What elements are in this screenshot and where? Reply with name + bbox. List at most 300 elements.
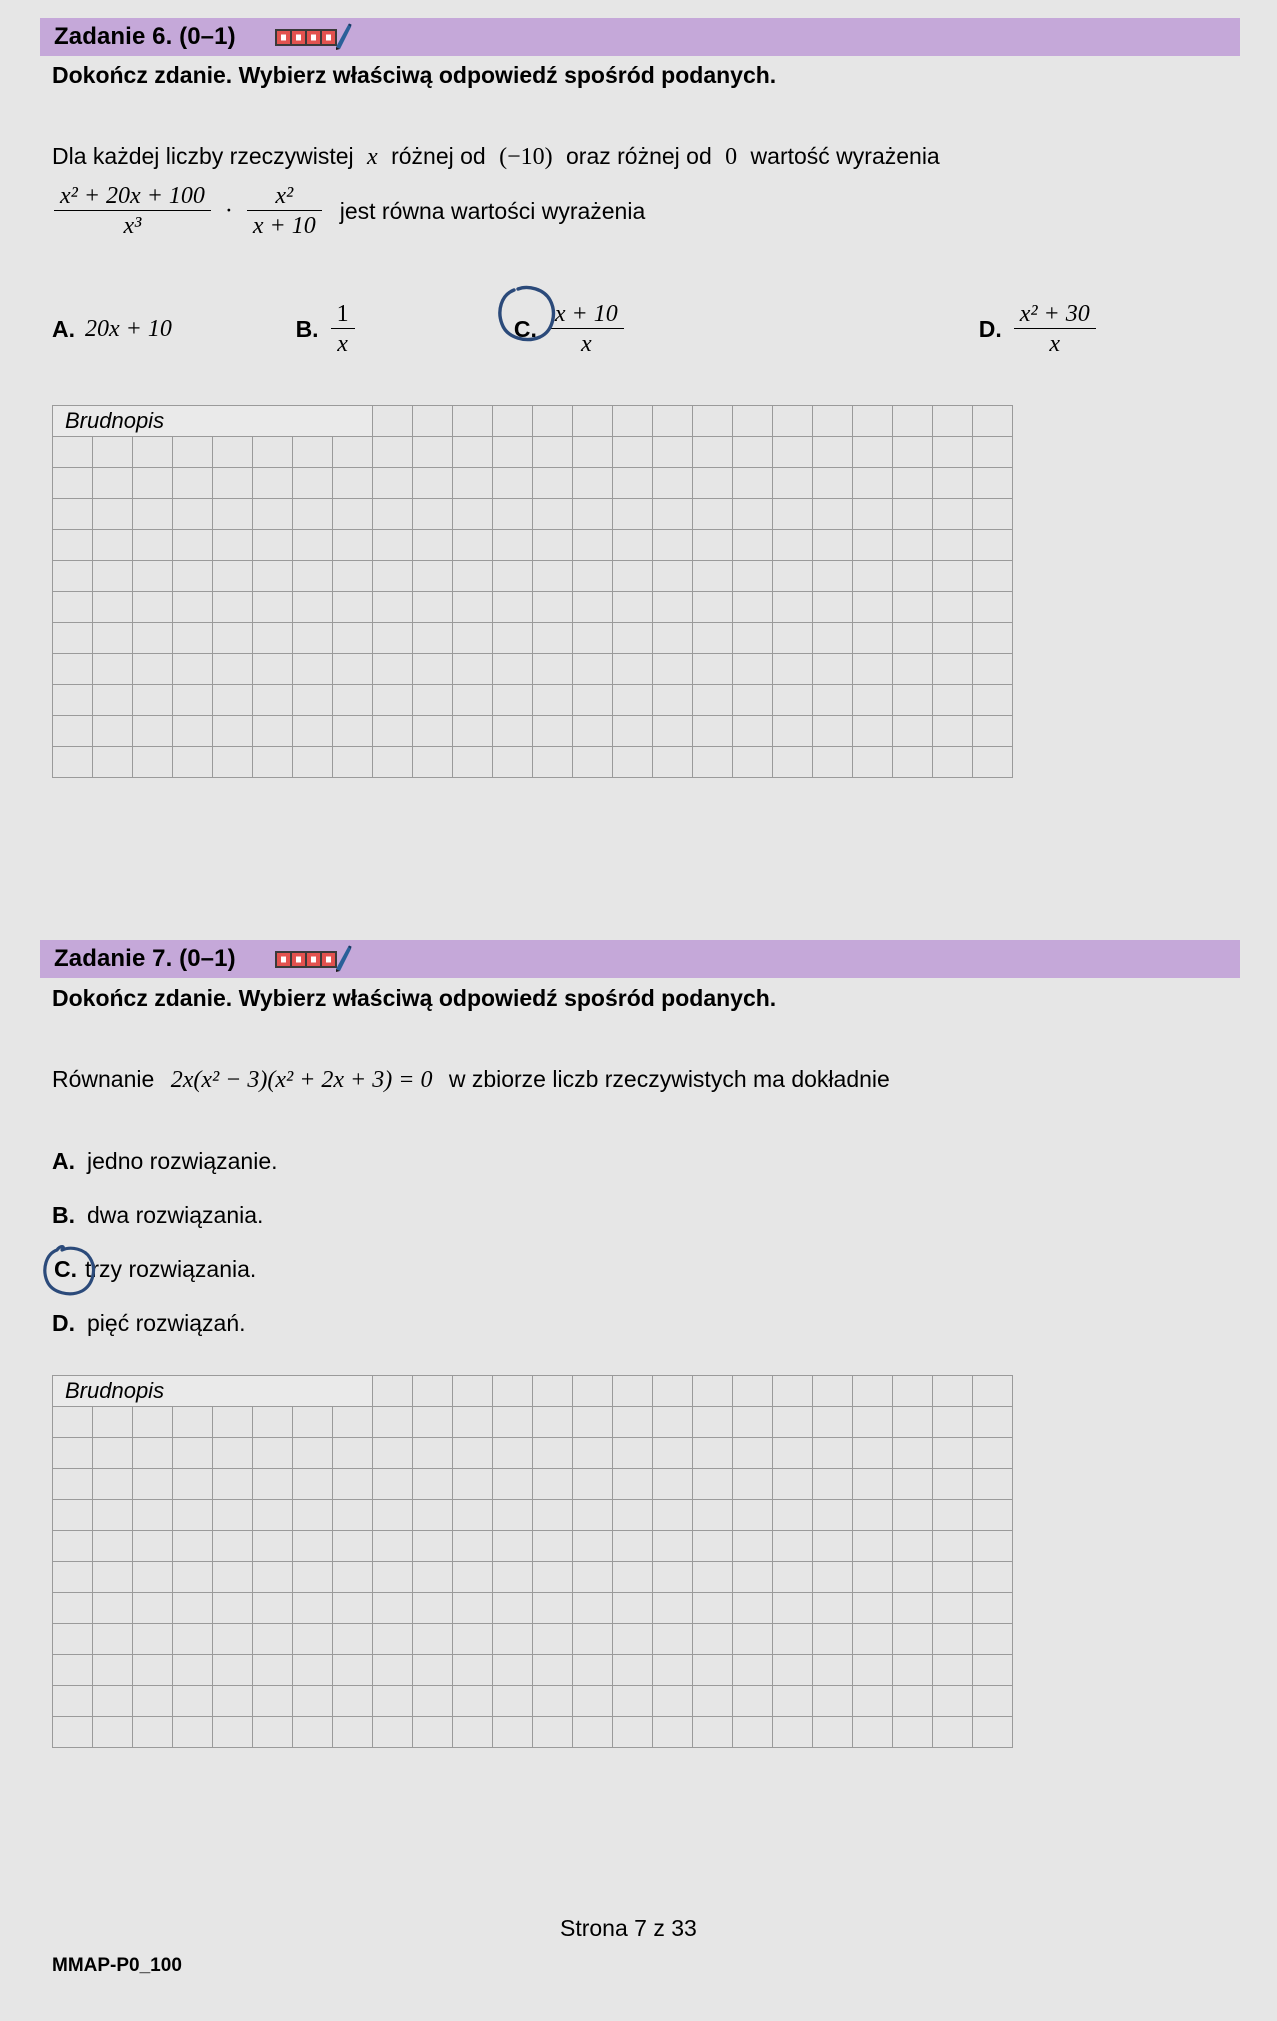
grid-row <box>53 1717 1013 1748</box>
grid-cell <box>53 685 93 716</box>
grid-cell <box>213 1593 253 1624</box>
grid-cell <box>933 1500 973 1531</box>
grid-cell <box>53 623 93 654</box>
grid-cell <box>333 499 373 530</box>
grid-cell <box>213 437 253 468</box>
grid-cell <box>293 561 333 592</box>
grid-cell <box>293 468 333 499</box>
task-6-fraction-2 <box>247 182 322 241</box>
grid-cell <box>493 1593 533 1624</box>
grid-cell <box>733 1438 773 1469</box>
grid-cell <box>853 1407 893 1438</box>
grid-cell <box>133 685 173 716</box>
grid-cell <box>733 499 773 530</box>
grid-cell <box>373 1469 413 1500</box>
grid-cell <box>253 685 293 716</box>
grid-cell <box>693 1686 733 1717</box>
grid-cell <box>613 530 653 561</box>
grid-cell <box>253 499 293 530</box>
grid-cell <box>333 468 373 499</box>
grid-cell <box>573 1407 613 1438</box>
grid-cell <box>693 468 733 499</box>
grid-cell <box>413 654 453 685</box>
grid-cell <box>293 623 333 654</box>
grid-cell <box>93 592 133 623</box>
grid-cell <box>813 592 853 623</box>
grid-cell <box>533 1469 573 1500</box>
grid-cell <box>93 685 133 716</box>
grid-cell <box>53 716 93 747</box>
grid-cell <box>453 1624 493 1655</box>
grid-cell <box>853 685 893 716</box>
grid-cell <box>213 716 253 747</box>
grid-cell <box>853 716 893 747</box>
task-6-multiplication-operator: · <box>224 198 233 225</box>
grid-cell <box>573 530 613 561</box>
grid-cell <box>93 1469 133 1500</box>
grid-cell <box>493 1531 533 1562</box>
grid-cell <box>653 499 693 530</box>
task-7-stem-prefix: Równanie <box>52 1066 155 1092</box>
grid-cell <box>173 1717 213 1748</box>
task-6-fraction-1-numerator: x² + 20x + 100 <box>60 183 205 209</box>
grid-cell <box>573 747 613 778</box>
grid-row <box>53 1376 1013 1407</box>
grid-cell <box>733 1655 773 1686</box>
grid-cell <box>533 1655 573 1686</box>
grid-cell <box>853 1469 893 1500</box>
grid-cell <box>373 1686 413 1717</box>
grid-cell <box>893 685 933 716</box>
grid-cell <box>893 1593 933 1624</box>
grid-cell <box>93 1438 133 1469</box>
grid-cell <box>773 685 813 716</box>
grid-cell <box>333 592 373 623</box>
grid-cell <box>693 1469 733 1500</box>
grid-cell <box>53 1469 93 1500</box>
grid-cell <box>253 1469 293 1500</box>
grid-cell <box>813 1593 853 1624</box>
grid-cell <box>613 1407 653 1438</box>
grid-cell <box>373 1593 413 1624</box>
grid-cell <box>893 654 933 685</box>
grid-cell <box>293 1500 333 1531</box>
grid-cell <box>493 530 533 561</box>
grid-cell <box>53 530 93 561</box>
grid-cell <box>573 499 613 530</box>
task-6-stem-line <box>52 142 940 172</box>
grid-cell <box>933 685 973 716</box>
grid-cell <box>613 437 653 468</box>
grid-cell <box>813 468 853 499</box>
grid-cell <box>253 1407 293 1438</box>
grid-cell <box>853 1655 893 1686</box>
grid-cell <box>253 437 293 468</box>
grid-cell <box>453 468 493 499</box>
grid-cell <box>813 623 853 654</box>
grid-cell <box>893 592 933 623</box>
grid-cell <box>853 437 893 468</box>
grid-cell <box>93 1407 133 1438</box>
grid-cell <box>653 1376 693 1407</box>
grid-cell <box>413 592 453 623</box>
grid-cell <box>853 406 893 437</box>
grid-cell <box>573 1655 613 1686</box>
grid-row <box>53 468 1013 499</box>
task-7-answer-c-letter: C. <box>54 1256 77 1282</box>
grid-cell <box>733 561 773 592</box>
grid-cell <box>373 654 413 685</box>
grid-cell <box>173 1407 213 1438</box>
grid-cell <box>93 1624 133 1655</box>
grid-cell <box>133 1562 173 1593</box>
task-6-instruction: Dokończ zdanie. Wybierz właściwą odpowiedź spośród podanych. <box>52 62 777 88</box>
grid-cell <box>493 1686 533 1717</box>
grid-cell <box>973 1593 1013 1624</box>
grid-cell <box>133 654 173 685</box>
grid-cell <box>253 747 293 778</box>
grid-cell <box>93 1686 133 1717</box>
grid-cell <box>453 561 493 592</box>
grid-cell <box>453 654 493 685</box>
grid-cell <box>133 716 173 747</box>
grid-cell <box>773 499 813 530</box>
grid-cell <box>533 1624 573 1655</box>
task-6-answer-d-numerator: x² + 30 <box>1019 301 1090 327</box>
grid-cell <box>933 499 973 530</box>
grid-cell <box>733 1624 773 1655</box>
grid-row <box>53 592 1013 623</box>
grid-cell <box>813 716 853 747</box>
grid-cell <box>293 1469 333 1500</box>
grid-cell <box>973 468 1013 499</box>
grid-cell <box>333 1593 373 1624</box>
task-6-stem-suffix: wartość wyrażenia <box>750 143 940 169</box>
grid-cell <box>93 654 133 685</box>
grid-cell <box>253 1562 293 1593</box>
grid-cell <box>893 716 933 747</box>
grid-cell <box>373 1717 413 1748</box>
grid-cell <box>533 1593 573 1624</box>
grid-cell <box>733 1469 773 1500</box>
grid-cell <box>333 1655 373 1686</box>
grid-cell <box>213 1686 253 1717</box>
grid-cell <box>453 685 493 716</box>
grid-cell <box>813 1624 853 1655</box>
grid-cell <box>93 1500 133 1531</box>
task-7-header-band <box>40 940 1240 978</box>
grid-cell <box>253 1655 293 1686</box>
task-6-brudnopis-grid <box>52 405 1013 778</box>
grid-cell <box>53 1407 93 1438</box>
grid-cell <box>533 1500 573 1531</box>
grid-cell <box>773 654 813 685</box>
grid-cell <box>893 530 933 561</box>
grid-cell <box>333 685 373 716</box>
grid-cell <box>813 1531 853 1562</box>
grid-cell <box>213 623 253 654</box>
grid-cell <box>933 716 973 747</box>
grid-cell <box>293 1717 333 1748</box>
task-6-fraction-2-numerator: x² <box>275 183 294 209</box>
grid-cell <box>413 1469 453 1500</box>
grid-cell <box>653 437 693 468</box>
grid-cell <box>413 406 453 437</box>
grid-row <box>53 654 1013 685</box>
grid-cell <box>453 1655 493 1686</box>
grid-cell <box>893 561 933 592</box>
grid-row <box>53 1655 1013 1686</box>
task-6-answer-d[interactable] <box>979 300 1232 359</box>
grid-cell <box>533 654 573 685</box>
grid-cell <box>773 1717 813 1748</box>
brudnopis-label: Brudnopis <box>53 406 373 437</box>
grid-cell <box>773 437 813 468</box>
grid-cell <box>133 1407 173 1438</box>
grid-cell <box>693 1407 733 1438</box>
grid-cell <box>333 716 373 747</box>
grid-cell <box>653 654 693 685</box>
grid-cell <box>453 592 493 623</box>
grid-cell <box>293 747 333 778</box>
task-7-answer-b[interactable] <box>52 1202 263 1229</box>
grid-cell <box>253 592 293 623</box>
task-6-stem-prefix: Dla każdej liczby rzeczywistej <box>52 143 354 169</box>
grid-cell <box>293 716 333 747</box>
grid-cell <box>173 1562 213 1593</box>
grid-cell <box>613 654 653 685</box>
grid-cell <box>373 499 413 530</box>
grid-cell <box>533 1562 573 1593</box>
grid-cell <box>973 1500 1013 1531</box>
grid-cell <box>293 685 333 716</box>
grid-cell <box>333 1407 373 1438</box>
grid-cell <box>253 1438 293 1469</box>
grid-cell <box>533 685 573 716</box>
grid-cell <box>413 1376 453 1407</box>
grid-cell <box>293 437 333 468</box>
grid-cell <box>493 1562 533 1593</box>
task-7-answer-d[interactable] <box>52 1310 246 1337</box>
task-6-stem-variable: x <box>367 144 378 170</box>
grid-cell <box>853 530 893 561</box>
grid-cell <box>373 468 413 499</box>
task-6-answer-b-letter: B. <box>295 315 319 342</box>
grid-cell <box>413 530 453 561</box>
grid-cell <box>493 716 533 747</box>
grid-cell <box>853 1624 893 1655</box>
grid-cell <box>653 1469 693 1500</box>
task-6-answer-a[interactable] <box>52 316 296 343</box>
grid-cell <box>173 654 213 685</box>
grid-cell <box>493 1469 533 1500</box>
grid-cell <box>613 1531 653 1562</box>
grid-cell <box>813 747 853 778</box>
grid-cell <box>893 623 933 654</box>
grid-cell <box>413 1717 453 1748</box>
grid-cell <box>613 716 653 747</box>
grid-cell <box>173 623 213 654</box>
grid-cell <box>533 1376 573 1407</box>
task-6-stem-mid1: różnej od <box>391 143 486 169</box>
grid-cell <box>373 623 413 654</box>
grid-cell <box>573 1531 613 1562</box>
grid-row <box>53 716 1013 747</box>
grid-cell <box>253 468 293 499</box>
grid-cell <box>533 406 573 437</box>
grid-cell <box>53 592 93 623</box>
grid-cell <box>253 623 293 654</box>
grid-cell <box>973 561 1013 592</box>
grid-cell <box>53 437 93 468</box>
grid-cell <box>573 716 613 747</box>
grid-cell <box>693 1717 733 1748</box>
grid-cell <box>573 1593 613 1624</box>
grid-cell <box>133 1500 173 1531</box>
grid-row <box>53 1562 1013 1593</box>
grid-cell <box>413 623 453 654</box>
grid-cell <box>533 561 573 592</box>
grid-cell <box>253 1717 293 1748</box>
grid-cell <box>693 406 733 437</box>
grid-cell <box>973 1438 1013 1469</box>
grid-cell <box>653 561 693 592</box>
grid-cell <box>613 1686 653 1717</box>
grid-cell <box>693 747 733 778</box>
task-6-brudnopis[interactable] <box>52 405 1013 778</box>
grid-cell <box>653 406 693 437</box>
grid-cell <box>133 1469 173 1500</box>
grid-cell <box>573 1624 613 1655</box>
grid-cell <box>653 1438 693 1469</box>
grid-cell <box>853 499 893 530</box>
grid-cell <box>413 1593 453 1624</box>
task-6-answer-d-denominator: x <box>1014 328 1096 358</box>
grid-cell <box>133 592 173 623</box>
grid-cell <box>213 1655 253 1686</box>
grid-cell <box>413 716 453 747</box>
grid-cell <box>453 1717 493 1748</box>
grid-cell <box>853 592 893 623</box>
grid-cell <box>93 1717 133 1748</box>
grid-cell <box>933 530 973 561</box>
task-7-answer-a[interactable] <box>52 1148 278 1175</box>
grid-cell <box>733 1717 773 1748</box>
grid-cell <box>653 747 693 778</box>
grid-cell <box>693 1376 733 1407</box>
grid-cell <box>53 561 93 592</box>
task-7-answer-c[interactable] <box>52 1256 256 1283</box>
grid-cell <box>133 561 173 592</box>
grid-cell <box>533 1717 573 1748</box>
grid-cell <box>973 1407 1013 1438</box>
grid-cell <box>293 1624 333 1655</box>
grid-cell <box>333 654 373 685</box>
grid-cell <box>53 1624 93 1655</box>
task-7-stem-suffix: w zbiorze liczb rzeczywistych ma dokładnie <box>448 1066 890 1092</box>
grid-cell <box>613 1624 653 1655</box>
grid-cell <box>813 1655 853 1686</box>
grid-cell <box>773 747 813 778</box>
grid-cell <box>733 685 773 716</box>
grid-cell <box>733 530 773 561</box>
grid-cell <box>573 437 613 468</box>
grid-row <box>53 1531 1013 1562</box>
grid-cell <box>333 623 373 654</box>
grid-cell <box>653 1593 693 1624</box>
grid-cell <box>693 1500 733 1531</box>
grid-cell <box>213 1469 253 1500</box>
grid-cell <box>53 747 93 778</box>
grid-cell <box>853 1500 893 1531</box>
grid-cell <box>413 685 453 716</box>
grid-cell <box>213 1562 253 1593</box>
grid-cell <box>213 1407 253 1438</box>
grid-cell <box>733 1407 773 1438</box>
grid-cell <box>653 1655 693 1686</box>
grid-cell <box>893 1438 933 1469</box>
grid-cell <box>93 716 133 747</box>
grid-cell <box>893 499 933 530</box>
grid-cell <box>93 1562 133 1593</box>
grid-cell <box>933 1562 973 1593</box>
task-6-answer-c[interactable] <box>510 300 783 359</box>
task-6-heading: Zadanie 6. (0–1) <box>54 23 236 50</box>
grid-row <box>53 1593 1013 1624</box>
grid-cell <box>773 468 813 499</box>
task-6-answer-a-letter: A. <box>52 315 75 342</box>
grid-cell <box>173 437 213 468</box>
grid-cell <box>813 654 853 685</box>
grid-cell <box>653 1500 693 1531</box>
grid-cell <box>733 1376 773 1407</box>
grid-cell <box>293 499 333 530</box>
task-7-stem-line <box>52 1065 890 1095</box>
grid-cell <box>773 1438 813 1469</box>
grid-cell <box>693 623 733 654</box>
grid-cell <box>93 623 133 654</box>
grid-cell <box>933 1376 973 1407</box>
grid-cell <box>213 1624 253 1655</box>
grid-cell <box>213 1531 253 1562</box>
grid-cell <box>53 1655 93 1686</box>
grid-cell <box>813 1562 853 1593</box>
grid-cell <box>453 530 493 561</box>
grid-cell <box>933 1624 973 1655</box>
grid-cell <box>333 437 373 468</box>
grid-cell <box>213 654 253 685</box>
grid-cell <box>573 1562 613 1593</box>
grid-cell <box>613 1562 653 1593</box>
grid-cell <box>653 1624 693 1655</box>
grid-cell <box>733 1531 773 1562</box>
task-6-answer-a-text: 20x + 10 <box>85 315 172 342</box>
grid-cell <box>373 716 413 747</box>
grid-cell <box>413 1686 453 1717</box>
grid-cell <box>253 1686 293 1717</box>
grid-cell <box>773 716 813 747</box>
task-6-answer-b[interactable] <box>296 300 510 359</box>
grid-cell <box>293 1407 333 1438</box>
grid-row <box>53 1469 1013 1500</box>
grid-cell <box>613 1469 653 1500</box>
task-7-brudnopis[interactable] <box>52 1375 1013 1748</box>
grid-cell <box>893 468 933 499</box>
grid-cell <box>613 1438 653 1469</box>
grid-cell <box>93 437 133 468</box>
task-6-expression-line <box>52 182 645 241</box>
grid-cell <box>973 1655 1013 1686</box>
